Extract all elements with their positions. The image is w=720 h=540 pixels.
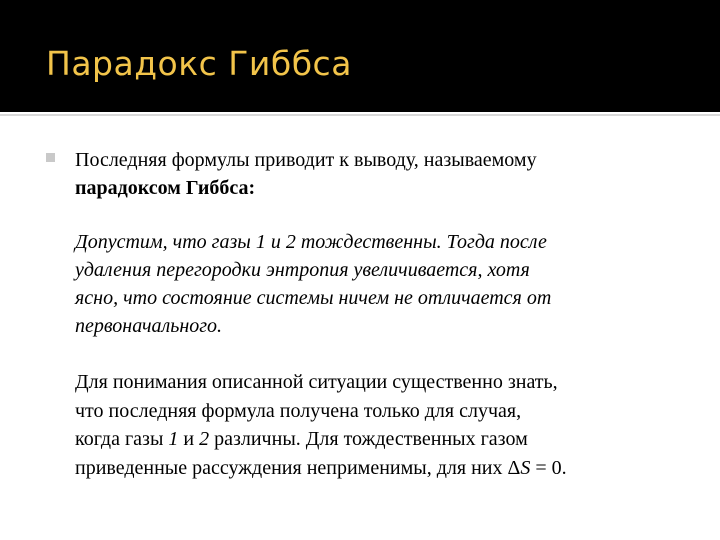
line3-text-a: когда газы	[75, 428, 169, 450]
paragraph-intro	[75, 146, 705, 202]
line3-text-b: и	[178, 428, 200, 450]
example-line-4: первоначального.	[75, 315, 223, 337]
delta-symbol: Δ	[507, 456, 521, 479]
bullet-square-icon	[46, 153, 55, 162]
paragraph-example	[75, 228, 705, 340]
entropy-variable: S	[520, 456, 531, 479]
title-bar	[0, 0, 720, 112]
title-divider	[0, 114, 720, 116]
explanation-line-4	[75, 454, 705, 483]
explanation-line-3	[75, 425, 705, 454]
intro-line-2-bold: парадоксом Гиббса:	[75, 177, 256, 199]
gas-1-label: 1	[168, 428, 179, 450]
line4-text-a: приведенные рассуждения неприменимы, для них	[75, 456, 508, 479]
explanation-line-2: что последняя формула получена только для случая,	[75, 399, 522, 422]
slide-body	[75, 146, 705, 482]
intro-line-1: Последняя формулы приводит к выводу, называемому	[75, 149, 537, 171]
example-line-3: ясно, что состояние системы ничем не отличается от	[75, 287, 552, 309]
line4-text-b: = 0.	[530, 456, 567, 479]
example-line-2: удаления перегородки энтропия увеличивается, хотя	[75, 259, 530, 281]
paragraph-spacer	[75, 340, 705, 368]
paragraph-explanation	[75, 368, 705, 482]
gas-2-label: 2	[199, 428, 210, 450]
explanation-line-1: Для понимания описанной ситуации существенно знать,	[75, 371, 558, 393]
paragraph-spacer	[75, 202, 705, 228]
example-line-1: Допустим, что газы 1 и 2 тождественны. Тогда после	[75, 231, 547, 253]
line3-text-c: различны. Для тождественных газом	[209, 428, 528, 450]
slide-title: Парадокс Гиббса	[46, 44, 352, 83]
